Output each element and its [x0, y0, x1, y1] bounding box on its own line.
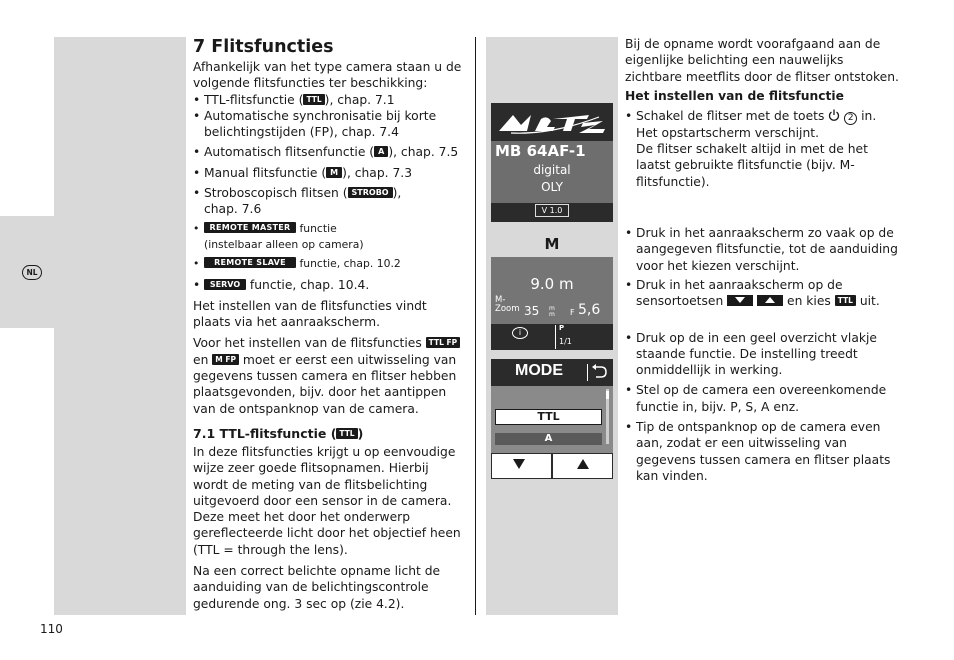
m-fp-tag: M FP [212, 354, 239, 365]
list-item: • Automatische synchronisatie bij korte belichtingstijden (FP), chap. 7.4 [193, 108, 465, 141]
boot-line-2: digital [533, 163, 571, 177]
boot-line-3: OLY [541, 180, 563, 194]
remote-slave-tag: REMOTE SLAVE [204, 257, 296, 268]
left-margin-band [54, 37, 186, 615]
subsection-title: 7.1 TTL-flitsfunctie ( TTL ) [193, 425, 364, 441]
down-key-icon [727, 295, 753, 306]
mode-indicator[interactable]: M [491, 231, 613, 257]
column-divider [475, 37, 476, 615]
back-icon[interactable] [591, 363, 609, 381]
boot-screen [491, 103, 613, 222]
section-title: 7 Flitsfuncties [193, 37, 334, 57]
mode-option-a[interactable]: A [495, 433, 602, 445]
list-item: • Schakel de flitser met de toets 2 in. Het opstartscherm verschijnt. De flitser schakelt altijd in met de het laatst gebruikte flitsfunctie (bijv. M-flitsfunctie). [625, 108, 901, 190]
list-item: • REMOTE MASTER functie (instelbaar alleen op camera) [193, 221, 465, 254]
info-icon[interactable]: i [512, 327, 528, 339]
list-item: • TTL-flitsfunctie ( TTL ), chap. 7.1 [193, 92, 465, 108]
ttl-tag: TTL [303, 94, 324, 105]
paragraph: In deze flitsfuncties krijgt u op eenvoudige wijze zeer goede flitsopnamen. Hierbij wordt de meting van de flitsbelichting uitgevoerd door een sensor in de camera. Deze meet het door het onderwerp gereflecteerde licht door het objectief heen (TTL = through the lens). [193, 444, 461, 557]
ttl-tag: TTL [835, 295, 856, 306]
aperture-label: F [570, 308, 575, 317]
version-label: V 1.0 [535, 204, 569, 217]
mode-option-ttl[interactable]: TTL [495, 409, 602, 425]
servo-tag: SERVO [204, 279, 246, 290]
ttl-tag: TTL [336, 428, 357, 439]
remote-master-tag: REMOTE MASTER [204, 222, 296, 233]
up-arrow-icon[interactable] [576, 457, 590, 471]
zoom-value: 35 [524, 304, 540, 318]
zoom-unit: m m [549, 305, 555, 318]
down-arrow-icon[interactable] [512, 457, 526, 471]
list-item: • REMOTE SLAVE functie, chap. 10.2 [193, 256, 465, 272]
main-screen [491, 231, 613, 350]
list-item: • Stel op de camera een overeenkomende functie in, bijv. P, S, A enz. [625, 382, 901, 415]
ttl-fp-tag: TTL FP [426, 337, 460, 348]
metz-logo [491, 105, 613, 141]
mode-title: MODE [515, 362, 563, 379]
subsection-title: Het instellen van de flitsfunctie [625, 88, 844, 103]
aperture-value: 5,6 [578, 302, 601, 318]
header-separator [587, 364, 588, 381]
list-item: • Stroboscopisch flitsen ( STROBO ), chap. 7.6 [193, 185, 465, 218]
up-key-icon [757, 295, 783, 306]
circled-number: 2 [844, 112, 857, 125]
program-label: P [559, 324, 565, 332]
page-number: 110 [40, 622, 63, 636]
list-item: • Druk in het aanraakscherm zo vaak op de aangegeven flitsfunctie, tot de aanduiding voor het kiezen verschijnt. [625, 225, 901, 274]
zoom-label: M- Zoom [495, 295, 520, 314]
left-column [193, 37, 465, 612]
main-bottom-bar [491, 324, 613, 350]
page-indicator[interactable]: 1/1 [559, 337, 572, 346]
arrow-separator [551, 453, 553, 479]
strobo-tag: STROBO [348, 187, 393, 198]
list-item: • Manual flitsfunctie ( M ), chap. 7.3 [193, 165, 465, 181]
list-item: • Druk in het aanraakscherm op de sensortoetsen en kies TTL uit. [625, 277, 901, 310]
paragraph: Het instellen van de flitsfuncties vindt plaats via het aanraakscherm. [193, 298, 427, 330]
m-tag: M [326, 167, 342, 178]
intro-text: Afhankelijk van het type camera staan u de volgende flitsfuncties ter beschikking: [193, 60, 462, 91]
paragraph: Bij de opname wordt voorafgaand aan de eigenlijke belichting een nauwelijks zichtbare meetflits door de flitser ontstoken. [625, 37, 899, 84]
paragraph: Na een correct belichte opname licht de aanduiding van de belichtingscontrole gedurende ong. 3 sec op (zie 4.2). [193, 564, 441, 611]
right-column [625, 36, 901, 484]
list-item: • Automatisch flitsenfunctie ( A ), chap. 7.5 [193, 144, 465, 160]
paragraph: Voor het instellen van de flitsfuncties TTL FP en M FP moet er eerst een uitwisseling van gegevens tussen camera en flitser hebben plaatsgevonden, bijv. door het aantippen van de ontspanknop van de camera. [193, 335, 465, 416]
model-name: MB 64AF-1 [495, 142, 586, 160]
language-badge: NL [22, 265, 42, 280]
scrollbar[interactable] [606, 389, 609, 444]
a-tag: A [374, 146, 388, 157]
list-item: • Tip de ontspanknop op de camera even aan, zodat er een uitwisseling van gegevens tussen camera en flitser plaats kan vinden. [625, 419, 901, 484]
bottom-separator [555, 325, 556, 349]
list-item: • SERVO functie, chap. 10.4. [193, 277, 465, 293]
list-item: • Druk op de in een geel overzicht vlakje staande functie. De instelling treedt onmiddellijk in werking. [625, 330, 901, 379]
power-icon [828, 109, 840, 121]
distance-value: 9.0 m [530, 275, 574, 293]
mode-menu-screen [491, 359, 613, 479]
